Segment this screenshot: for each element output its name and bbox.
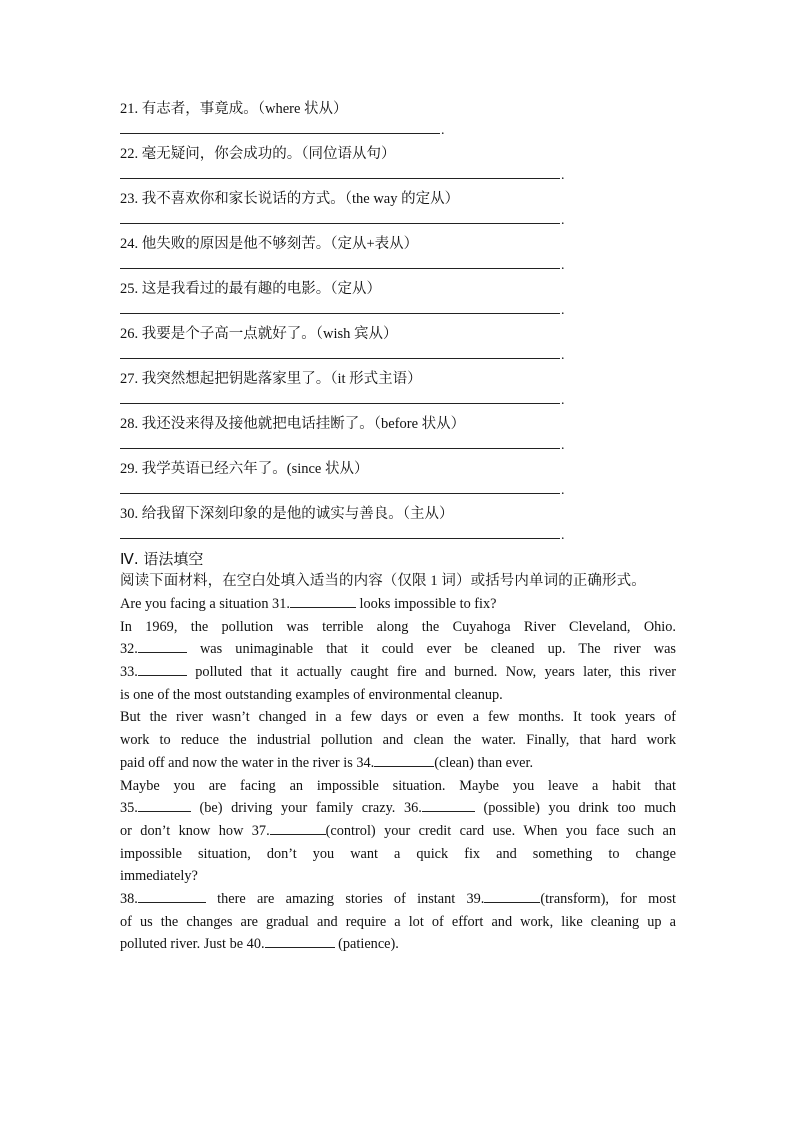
answer-line-23[interactable] [120, 223, 560, 224]
passage [120, 593, 676, 956]
passage-text: (control) your credit card use. When you face such an [325, 822, 676, 839]
answer-row-26 [120, 345, 676, 368]
passage-text: (clean) than ever. [434, 754, 534, 771]
passage-line: immediately? [120, 868, 198, 885]
blank-34[interactable] [374, 752, 434, 767]
passage-line [120, 593, 676, 616]
answer-line-26[interactable] [120, 358, 560, 359]
passage-text: 35. [120, 800, 138, 817]
question-25: 25. 这是我看过的最有趣的电影。（定从） [120, 281, 381, 297]
passage-line: Maybe you are facing an impossible situation. Maybe you leave a habit that [120, 777, 676, 794]
passage-text: (possible) you drink too much [474, 800, 676, 817]
answer-period: . [561, 483, 565, 498]
passage-text: 32. [120, 641, 138, 658]
translation-section [120, 98, 676, 548]
answer-line-27[interactable] [120, 403, 560, 404]
answer-row-30 [120, 525, 676, 548]
answer-line-28[interactable] [120, 448, 560, 449]
answer-period: . [561, 528, 565, 543]
answer-row-21 [120, 120, 676, 143]
passage-line [120, 638, 676, 661]
blank-38[interactable] [138, 888, 206, 903]
passage-text: looks impossible to fix? [355, 596, 497, 612]
passage-text: paid off and now the water in the river is 34. [120, 754, 375, 771]
question-21: 21. 有志者，事竟成。（where 状从） [120, 101, 348, 117]
answer-period: . [561, 258, 565, 273]
passage-line [120, 933, 676, 956]
passage-line: impossible situation, don’t you want a quick fix and something to change [120, 845, 676, 862]
question-29: 29. 我学英语已经六年了。(since 状从） [120, 461, 369, 477]
answer-period: . [561, 348, 565, 363]
passage-line [120, 888, 676, 911]
answer-period: . [561, 393, 565, 408]
passage-line [120, 820, 676, 843]
blank-35[interactable] [138, 797, 191, 812]
passage-line: is one of the most outstanding examples of environmental cleanup. [120, 686, 503, 703]
passage-line [120, 661, 676, 684]
answer-line-25[interactable] [120, 313, 560, 314]
answer-period: . [561, 213, 565, 228]
passage-text: polluted that it actually caught fire and burned. Now, years later, this river [186, 664, 676, 681]
passage-text: there are amazing stories of instant 39. [205, 890, 485, 907]
answer-row-24 [120, 255, 676, 278]
blank-39[interactable] [484, 888, 540, 903]
question-30: 30. 给我留下深刻印象的是他的诚实与善良。（主从） [120, 506, 454, 522]
answer-row-29 [120, 480, 676, 503]
blank-36[interactable] [422, 797, 475, 812]
answer-period: . [561, 303, 565, 318]
passage-text: 33. [120, 664, 138, 681]
answer-line-22[interactable] [120, 178, 560, 179]
blank-33[interactable] [138, 661, 187, 676]
passage-text: (transform), for most [540, 890, 676, 907]
answer-row-23 [120, 210, 676, 233]
answer-period: . [561, 438, 565, 453]
answer-period: . [561, 168, 565, 183]
passage-text: was unimaginable that it could ever be cleaned up. The river was [186, 641, 676, 658]
passage-line [120, 752, 676, 775]
answer-line-30[interactable] [120, 538, 560, 539]
blank-32[interactable] [138, 638, 187, 653]
question-27: 27. 我突然想起把钥匙落家里了。（it 形式主语） [120, 371, 422, 387]
answer-row-22 [120, 165, 676, 188]
passage-line [120, 797, 676, 820]
answer-period: . [441, 123, 445, 138]
answer-line-21[interactable] [120, 133, 440, 134]
question-24: 24. 他失败的原因是他不够刻苦。（定从+表从） [120, 236, 419, 252]
question-26: 26. 我要是个子高一点就好了。（wish 宾从） [120, 326, 398, 342]
answer-row-28 [120, 435, 676, 458]
passage-text: or don’t know how 37. [120, 822, 270, 839]
question-23: 23. 我不喜欢你和家长说话的方式。（the way 的定从） [120, 191, 460, 207]
worksheet-page [120, 98, 676, 956]
blank-31[interactable] [290, 593, 356, 608]
section-instruction: 阅读下面材料，在空白处填入适当的内容（仅限 1 词）或括号内单词的正确形式。 [120, 573, 646, 589]
passage-line: of us the changes are gradual and require a lot of effort and work, like cleaning up a [120, 913, 676, 930]
passage-text: (be) driving your family crazy. 36. [190, 800, 422, 817]
section-title: Ⅳ. 语法填空 [120, 550, 204, 568]
passage-text: Are you facing a situation 31. [120, 596, 290, 612]
passage-line: But the river wasn’t changed in a few days or even a few months. It took years of [120, 709, 676, 726]
question-28: 28. 我还没来得及接他就把电话挂断了。（before 状从） [120, 416, 466, 432]
answer-row-25 [120, 300, 676, 323]
answer-line-24[interactable] [120, 268, 560, 269]
question-22: 22. 毫无疑问，你会成功的。（同位语从句） [120, 146, 396, 162]
blank-37[interactable] [270, 820, 326, 835]
passage-text: 38. [120, 890, 138, 907]
blank-40[interactable] [265, 933, 335, 948]
passage-text: polluted river. Just be 40. [120, 936, 265, 953]
answer-row-27 [120, 390, 676, 413]
passage-line: In 1969, the pollution was terrible along the Cuyahoga River Cleveland, Ohio. [120, 618, 676, 635]
passage-line: work to reduce the industrial pollution and clean the water. Finally, that hard work [120, 732, 676, 749]
passage-text: (patience). [334, 936, 399, 953]
answer-line-29[interactable] [120, 493, 560, 494]
